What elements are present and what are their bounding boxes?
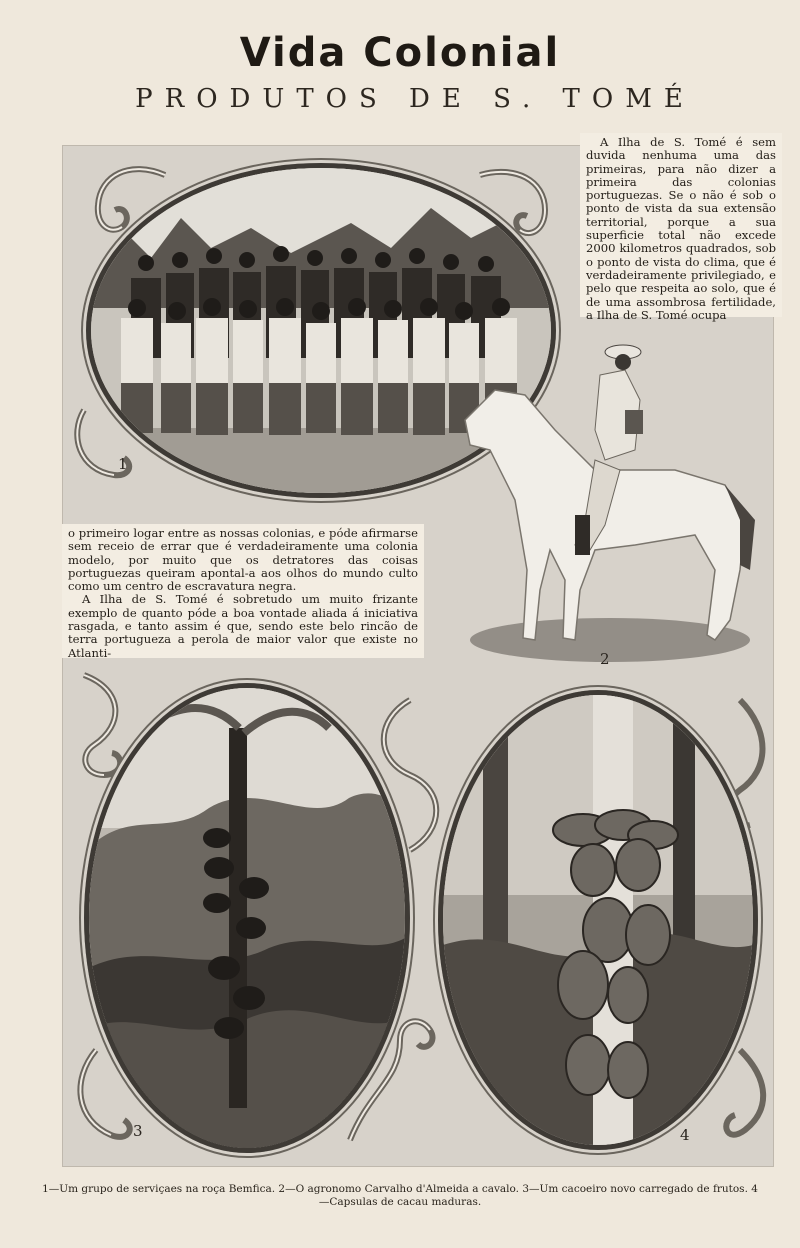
article-paragraph-top: A Ilha de S. Tomé é sem duvida nenhuma uma das primeiras, para não dizer a primeira das colonias portuguezas. Se o não é sob o ponto de vista da sua extensão territorial, porque a sua superficie total não excede 2000 kilometros quadrados, sob o ponto de vista do clima, que é verdadeiramente privilegiado, e pelo que respeita ao solo, que é de uma assombrosa fertilidade, a Ilha de S. Tomé ocupa (586, 135, 776, 322)
article-column-left (62, 524, 424, 658)
page-title: Vida Colonial (239, 30, 561, 76)
photo-number-4: 4 (680, 1126, 690, 1144)
figure-caption: 1—Um grupo de serviçaes na roça Bemfica. 2—O agronomo Carvalho d'Almeida a cavalo. 3—Um cacoeiro novo carregado de frutos. 4—Capsulas de cacau maduras. (42, 1183, 758, 1208)
article-column-top (580, 133, 782, 322)
article-paragraph-2: A Ilha de S. Tomé é sobretudo um muito frizante exemplo de quanto póde a boa vontade aliada á iniciativa rasgada, e tanto assim é que, sendo este belo rincão de terra portugueza a perola de maior valor que existe no Atlanti- (68, 592, 418, 660)
photo-ripe-cacao-pods (438, 690, 758, 1150)
page-subtitle: PRODUTOS DE S. TOMÉ (135, 84, 695, 114)
photo-agronomist-on-horse (445, 320, 765, 670)
article-paragraph-1: o primeiro logar entre as nossas colonias, e póde afirmarse sem receio de errar que é verdadeiramente uma colonia modelo, por muito que os detratores das coisas portuguezas queiram apontal-a aos olhos do mundo culto como um centro de escravatura negra. (68, 526, 418, 594)
photo-number-1: 1 (118, 455, 128, 473)
photo-number-3: 3 (133, 1122, 143, 1140)
photo-young-cacao-tree (84, 683, 410, 1153)
photo-number-2: 2 (600, 650, 610, 668)
